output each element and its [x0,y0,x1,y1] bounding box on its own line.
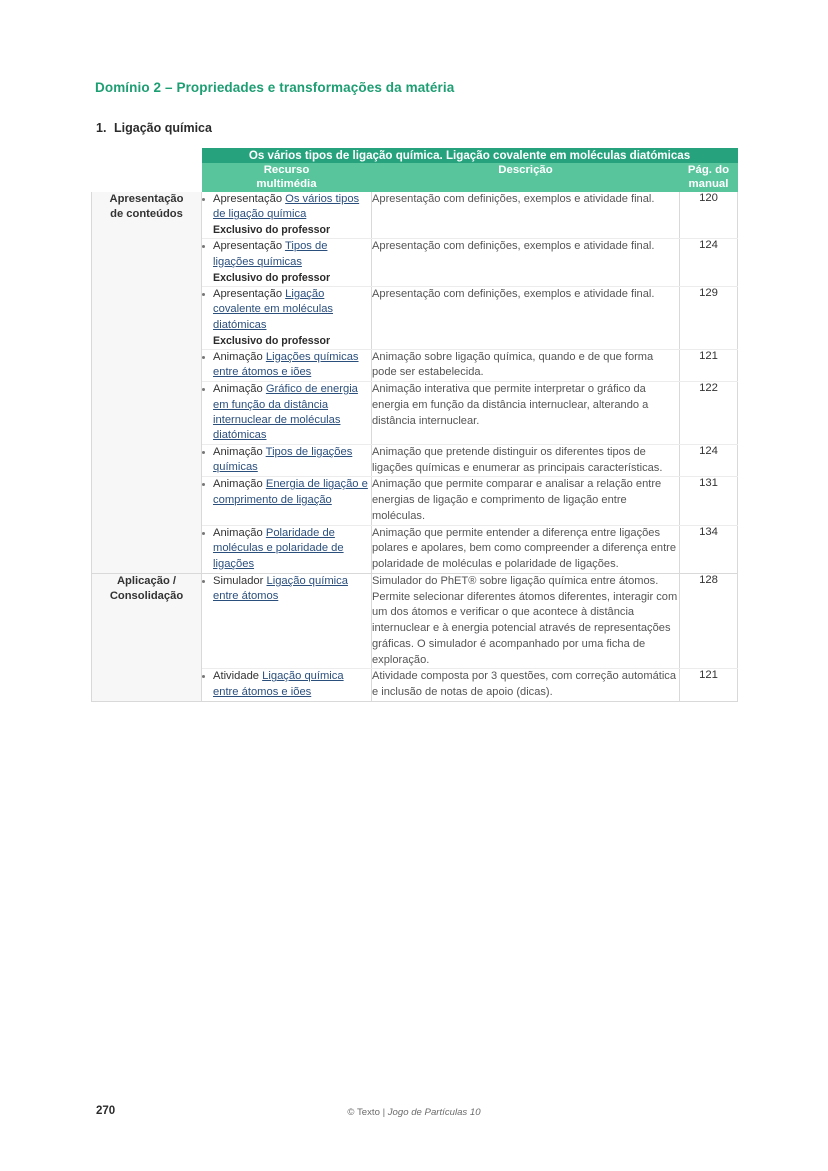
resource-link[interactable]: Gráfico de energia em função da distância internuclear de moléculas diatómicas [213,383,358,442]
page-cell: 121 [680,669,738,702]
table-header-row [92,163,738,192]
description-cell: Animação que permite entender a diferença entre ligações polares e apolares, bem como compreender a diferença entre polaridade de moléculas e polaridade de ligações. [372,525,680,573]
page-cell: 129 [680,286,738,349]
footer-page-number: 270 [96,1105,116,1117]
footer-credit-prefix: © Texto | [347,1107,388,1118]
resource-type: Animação [213,445,266,458]
table-title-row [92,148,738,163]
resource-bullet [202,239,371,286]
description-cell: Apresentação com definições, exemplos e atividade final. [372,239,680,287]
resource-bullet [202,350,371,381]
description-cell: Simulador do PhET® sobre ligação química entre átomos. Permite selecionar diferentes átomos diferentes, interagir com um dos átomos e verificar o que acontece à distância internuclear e à energia potencial através de representações gráficas. O simulador é acompanhado por uma ficha de exploração. [372,573,680,669]
resource-cell [202,192,372,239]
description-cell: Apresentação com definições, exemplos e atividade final. [372,192,680,239]
resource-bullet [202,445,371,476]
resource-cell [202,477,372,525]
resource-cell [202,444,372,477]
resource-link[interactable]: Ligação covalente em moléculas diatómicas [213,287,334,331]
group-label-apresentacao [92,192,202,574]
section-title: Ligação química [114,121,212,135]
resource-link[interactable]: Tipos de ligações químicas [213,240,328,268]
table-row [92,192,738,239]
section-number: 1. [96,121,107,135]
resource-bullet [202,526,371,572]
page-cell: 128 [680,573,738,669]
resource-cell [202,382,372,445]
description-cell: Animação sobre ligação química, quando e de que forma pode ser estabelecida. [372,349,680,382]
section-heading [96,121,212,135]
resource-link[interactable]: Tipos de ligações químicas [213,445,353,474]
resource-type: Animação [213,478,266,491]
resource-note: Exclusivo do professor [213,334,331,347]
page-cell: 124 [680,239,738,287]
resource-link[interactable]: Ligação química entre átomos e iões [213,670,344,698]
resource-cell [202,669,372,702]
resource-type: Apresentação [213,192,286,205]
resource-bullet [202,192,371,239]
resource-bullet [202,287,371,349]
footer-credit [0,1107,828,1118]
resource-type: Simulador [213,574,267,587]
resource-note: Exclusivo do professor [213,224,331,237]
table-title: Os vários tipos de ligação química. Ligação covalente em moléculas diatómicas [202,148,738,163]
group-label-line1: Apresentação [109,192,184,205]
description-cell: Animação que pretende distinguir os diferentes tipos de ligações químicas e enumerar as principais características. [372,444,680,477]
page-cell: 120 [680,192,738,239]
resource-type: Apresentação [213,240,285,253]
resource-type: Animação [213,383,266,396]
header-resource-line2: multimédia [256,178,317,191]
description-cell: Atividade composta por 3 questões, com correção automática e inclusão de notas de apoio (dicas). [372,669,680,702]
resource-cell [202,239,372,287]
page-cell: 122 [680,382,738,445]
header-page-line2: manual [688,178,729,191]
footer-credit-title: Jogo de Partículas 10 [387,1107,481,1118]
group-label-line2: Consolidação [109,589,184,602]
resource-note: Exclusivo do professor [213,271,331,284]
page-cell: 121 [680,349,738,382]
group-label-line1: Aplicação / [116,574,177,587]
resource-link[interactable]: Os vários tipos de ligação química [213,192,360,221]
resource-type: Apresentação [213,287,286,300]
resource-type: Animação [213,526,266,539]
resources-table [91,148,738,702]
resource-cell [202,573,372,669]
header-resource-line1: Recurso [263,164,310,177]
description-cell: Animação que permite comparar e analisar a relação entre energias de ligação e comprimento de ligação entre moléculas. [372,477,680,525]
page-cell: 134 [680,525,738,573]
table-corner-blank-2 [92,163,202,192]
page-cell: 124 [680,444,738,477]
domain-title: Domínio 2 – Propriedades e transformações da matéria [95,80,455,95]
resource-cell [202,286,372,349]
header-description: Descrição [372,163,680,192]
resource-type: Atividade [213,670,263,683]
resource-type: Animação [213,350,266,363]
resource-link[interactable]: Ligações químicas entre átomos e iões [213,350,359,379]
header-page [680,163,738,192]
resource-bullet [202,574,371,605]
resource-bullet [202,669,371,700]
group-label-aplicacao [92,573,202,701]
description-cell: Animação interativa que permite interpretar o gráfico da energia em função da distância internuclear, alterando a distância internuclear. [372,382,680,445]
resource-cell [202,349,372,382]
group-label-line2: de conteúdos [110,207,183,220]
page-cell: 131 [680,477,738,525]
description-cell: Apresentação com definições, exemplos e atividade final. [372,286,680,349]
resource-link[interactable]: Ligação química entre átomos [213,574,348,603]
resource-bullet [202,477,371,508]
header-page-line1: Pág. do [687,164,730,177]
resource-link[interactable]: Energia de ligação e comprimento de ligação [213,478,368,506]
header-resource [202,163,372,192]
table-corner-blank [92,148,202,163]
resource-link[interactable]: Polaridade de moléculas e polaridade de ligações [213,526,344,570]
table-row [92,573,738,669]
resource-bullet [202,382,371,444]
resource-cell [202,525,372,573]
